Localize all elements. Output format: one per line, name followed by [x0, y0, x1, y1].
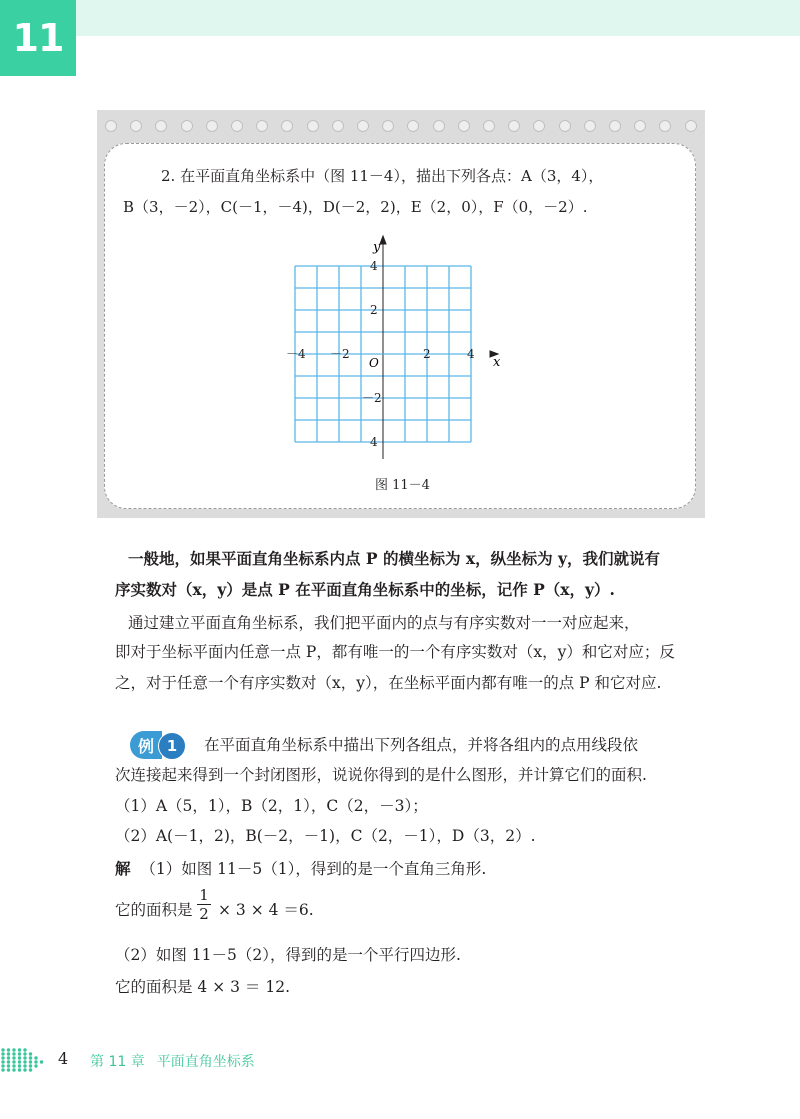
footer-dot — [29, 1060, 32, 1063]
footer-dot — [7, 1052, 10, 1055]
footer-dot — [1, 1068, 4, 1071]
example-badge-number: 1 — [158, 732, 186, 760]
chapter-number-tab: 11 — [0, 0, 76, 76]
footer-dot — [18, 1064, 21, 1067]
footer-dot — [7, 1056, 10, 1059]
y-axis-arrow — [380, 236, 386, 244]
binder-hole — [483, 120, 495, 132]
x-axis-label: x — [493, 355, 501, 370]
binder-hole — [155, 120, 167, 132]
solution-area1-suffix: × 3 × 4 ＝6. — [218, 901, 314, 919]
footer-dot — [12, 1052, 15, 1055]
footer-dot — [29, 1064, 32, 1067]
footer-dot — [1, 1060, 4, 1063]
header-band — [0, 0, 800, 36]
y-tick-label: 4 — [370, 435, 378, 449]
example-badge — [130, 731, 186, 759]
binder-hole — [407, 120, 419, 132]
footer-dot — [1, 1064, 4, 1067]
footer-dot — [23, 1052, 26, 1055]
footer-dot — [18, 1048, 21, 1051]
example-badge-label: 例 — [130, 731, 162, 759]
y-axis-label: y — [373, 240, 381, 255]
footer-dot — [34, 1056, 37, 1059]
footer-dot — [18, 1052, 21, 1055]
origin-label: O — [369, 356, 379, 370]
binder-hole — [281, 120, 293, 132]
explanation-line3: 之，对于任意一个有序实数对（x，y），在坐标平面内都有唯一的点 P 和它对应. — [115, 674, 662, 692]
binder-hole — [685, 120, 697, 132]
footer-dot — [12, 1056, 15, 1059]
footer-dot — [7, 1064, 10, 1067]
coordinate-grid-figure — [285, 234, 505, 464]
solution-part2: （2）如图 11－5（2），得到的是一个平行四边形. — [115, 946, 461, 964]
footer-dot — [29, 1052, 32, 1055]
exercise-card — [104, 143, 696, 509]
y-tick-label: 2 — [370, 303, 378, 317]
footer-dot — [23, 1068, 26, 1071]
definition-line2: 序实数对（x，y）是点 P 在平面直角坐标系中的坐标，记作 P（x，y）. — [115, 580, 615, 599]
binder-hole — [130, 120, 142, 132]
y-tick-label: 4 — [370, 259, 378, 273]
binder-holes — [105, 120, 697, 134]
binder-hole — [659, 120, 671, 132]
binder-hole — [105, 120, 117, 132]
footer-dot — [29, 1056, 32, 1059]
solution-area1-prefix: 它的面积是 — [115, 901, 193, 919]
y-tick-label: －2 — [362, 391, 382, 405]
binder-hole — [559, 120, 571, 132]
binder-hole — [256, 120, 268, 132]
example-item1: （1）A（5，1），B（2，1），C（2，－3）； — [115, 797, 428, 815]
footer-dot — [23, 1056, 26, 1059]
footer-chapter-label: 第 11 章 — [90, 1054, 145, 1070]
footer-dot — [23, 1064, 26, 1067]
footer-dot — [7, 1068, 10, 1071]
footer-dot — [12, 1048, 15, 1051]
solution-part1-line — [115, 861, 486, 878]
binder-hole — [307, 120, 319, 132]
example-item2: （2）A(－1，2)，B(－2，－1)，C（2，－1），D（3，2）. — [115, 827, 536, 845]
explanation-line2: 即对于坐标平面内任意一点 P，都有唯一的一个有序实数对（x，y）和它对应；反 — [115, 643, 675, 661]
binder-hole — [206, 120, 218, 132]
binder-hole — [634, 120, 646, 132]
exercise-text-line1 — [161, 165, 603, 186]
binder-hole — [357, 120, 369, 132]
figure-caption: 图 11－4 — [375, 478, 430, 493]
page-number: 4 — [58, 1049, 69, 1068]
footer-dot — [40, 1060, 43, 1063]
example-line2: 次连接起来得到一个封闭图形，说说你得到的是什么图形，并计算它们的面积. — [115, 766, 647, 784]
fraction-numerator: 1 — [197, 886, 211, 905]
solution-part1: （1）如图 11－5（1），得到的是一个直角三角形. — [140, 860, 487, 878]
exercise-points-a: A（3，4）， — [520, 167, 604, 185]
solution-area2: 它的面积是 4 × 3 ＝ 12. — [115, 978, 290, 996]
exercise-text-line2: B（3，－2），C(－1，－4)，D(－2，2)，E（2，0），F（0，－2）. — [123, 198, 588, 216]
binder-hole — [231, 120, 243, 132]
footer-dot — [34, 1064, 37, 1067]
fraction-one-half — [197, 886, 211, 923]
x-tick-label: 2 — [423, 347, 431, 361]
exercise-instruction: 2. 在平面直角坐标系中（图 11－4），描出下列各点： — [161, 167, 521, 185]
footer-dot — [18, 1056, 21, 1059]
binder-hole — [458, 120, 470, 132]
footer-dot — [1, 1052, 4, 1055]
solution-label: 解 — [115, 859, 131, 878]
footer-dot — [18, 1068, 21, 1071]
exercise-notebook-box — [97, 110, 705, 518]
example-line1: 在平面直角坐标系中描出下列各组点，并将各组内的点用线段依 — [204, 736, 639, 754]
footer-dot — [18, 1060, 21, 1063]
footer-dot — [12, 1064, 15, 1067]
binder-hole — [181, 120, 193, 132]
footer-dot — [34, 1060, 37, 1063]
binder-hole — [609, 120, 621, 132]
footer-chapter-title — [90, 1051, 267, 1071]
x-tick-label: －2 — [330, 347, 350, 361]
footer-dot — [23, 1048, 26, 1051]
footer-dot — [7, 1048, 10, 1051]
x-tick-label: －4 — [286, 347, 306, 361]
footer-dot — [12, 1068, 15, 1071]
footer-dot — [1, 1056, 4, 1059]
footer-dot — [29, 1068, 32, 1071]
footer-dot — [12, 1060, 15, 1063]
definition-line1: 一般地，如果平面直角坐标系内点 P 的横坐标为 x，纵坐标为 y，我们就说有 — [128, 549, 660, 568]
binder-hole — [433, 120, 445, 132]
binder-hole — [533, 120, 545, 132]
fraction-denominator: 2 — [199, 905, 209, 923]
binder-hole — [508, 120, 520, 132]
footer-dot-pattern — [0, 1048, 50, 1072]
binder-hole — [382, 120, 394, 132]
binder-hole — [332, 120, 344, 132]
binder-hole — [584, 120, 596, 132]
explanation-line1: 通过建立平面直角坐标系，我们把平面内的点与有序实数对一一对应起来， — [128, 614, 640, 632]
footer-chapter-name: 平面直角坐标系 — [156, 1054, 255, 1070]
footer-dot — [1, 1048, 4, 1051]
x-tick-label: 4 — [467, 347, 475, 361]
footer-dot — [23, 1060, 26, 1063]
footer-dot — [7, 1060, 10, 1063]
